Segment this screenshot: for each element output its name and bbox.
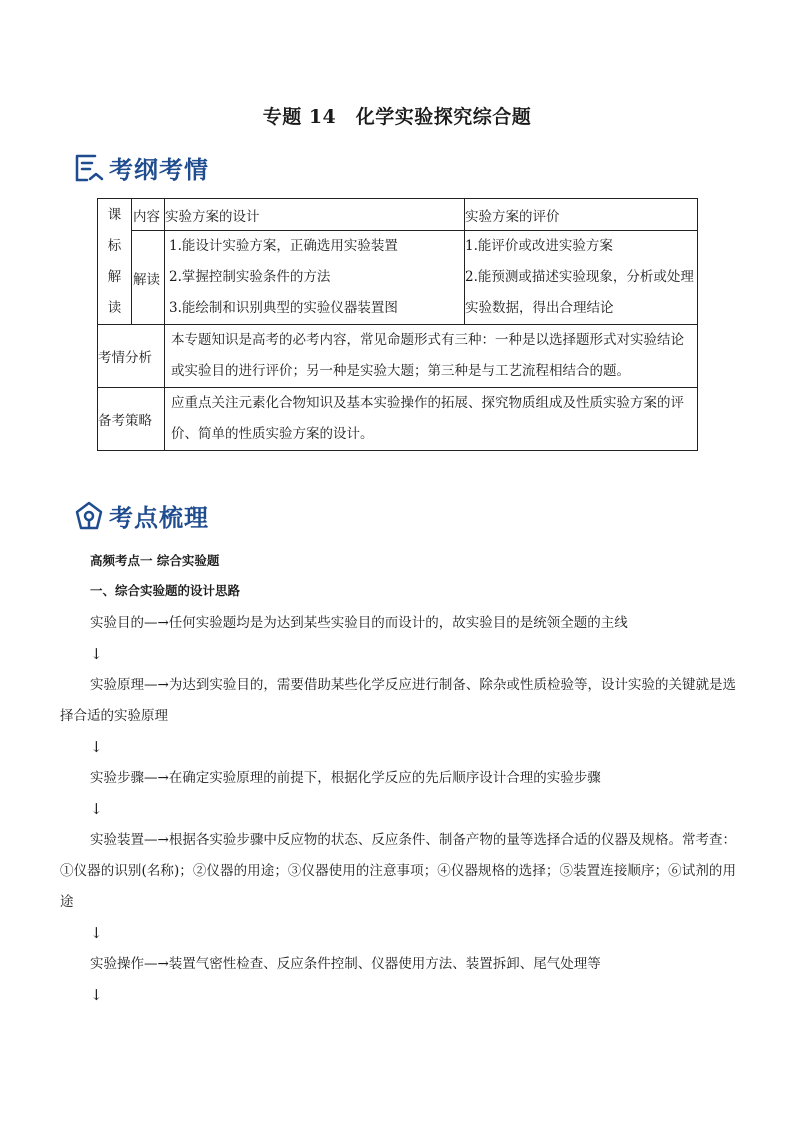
list-item: 3.能绘制和识别典型的实验仪器装置图: [169, 300, 398, 316]
strategy-text-cell: 应重点关注元素化合物知识及基本实验操作的拓展、探究物质组成及性质实验方案的评价、简单的性质实验方案的设计。: [165, 388, 698, 451]
content-label-cell: 内容: [132, 199, 165, 231]
section-header-outline: [73, 150, 209, 185]
step-paragraph: 实验操作—→装置气密性检查、反应条件控制、仪器使用方法、装置拆卸、尾气处理等: [90, 956, 601, 972]
outline-table: [97, 198, 698, 451]
list-item: 1.能评价或改进实验方案: [465, 238, 613, 254]
analysis-text-cell: 本专题知识是高考的必考内容，常见命题形式有三种：一种是以选择题形式对实验结论或实验目的进行评价；另一种是实验大题；第三种是与工艺流程相结合的题。: [165, 325, 698, 388]
strategy-label-cell: 备考策略: [98, 388, 165, 451]
table-row: [98, 388, 698, 451]
document-title: 专题 14 化学实验探究综合题: [262, 106, 532, 128]
list-document-icon: [73, 152, 105, 184]
section-header-points: [73, 498, 209, 533]
section-title-outline: 考纲考情: [109, 156, 209, 184]
list-item: 2.掌握控制实验条件的方法: [169, 269, 331, 285]
flow-arrow: ↓: [90, 986, 103, 1004]
list-item: 实验数据，得出合理结论: [465, 300, 614, 316]
row-header-curriculum: [98, 199, 132, 325]
main-content: [60, 548, 736, 1011]
flow-arrow: ↓: [90, 738, 103, 756]
list-item: 1.能设计实验方案，正确选用实验装置: [169, 238, 398, 254]
table-row: [98, 325, 698, 388]
col1-items: [165, 231, 465, 325]
analysis-label-cell: 考情分析: [98, 325, 165, 388]
step-paragraph: 实验目的—→任何实验题均是为达到某些实验目的而设计的，故实验目的是统领全题的主线: [90, 615, 628, 631]
interpret-label-cell: 解读: [132, 231, 165, 325]
col2-header: 实验方案的评价: [465, 199, 698, 231]
col1-header: 实验方案的设计: [165, 199, 465, 231]
point-title: 高频考点一 综合实验题: [90, 553, 220, 568]
section-title-points: 考点梳理: [109, 504, 209, 532]
step-paragraph: 实验装置—→根据各实验步骤中反应物的状态、反应条件、制备产物的量等选择合适的仪器及规格。常考查：①仪器的识别(名称)；②仪器的用途；③仪器使用的注意事项；④仪器规格的选择；⑤装置连接顺序；⑥试剂的用途: [60, 832, 736, 910]
flow-arrow: ↓: [90, 645, 103, 663]
list-item: 2.能预测或描述实验现象，分析或处理: [465, 269, 694, 285]
row-header-char: 标: [107, 237, 122, 254]
table-row: [98, 231, 698, 325]
row-header-char: 解: [107, 268, 122, 285]
subsection-heading: 一、综合实验题的设计思路: [90, 583, 241, 598]
pentagon-target-icon: [73, 500, 105, 532]
step-paragraph: 实验步骤—→在确定实验原理的前提下，根据化学反应的先后顺序设计合理的实验步骤: [90, 770, 601, 786]
flow-arrow: ↓: [90, 800, 103, 818]
row-header-char: 课: [107, 206, 122, 223]
col2-items: [465, 231, 698, 325]
table-row: [98, 199, 698, 231]
step-paragraph: 实验原理—→为达到实验目的，需要借助某些化学反应进行制备、除杂或性质检验等，设计实验的关键就是选择合适的实验原理: [60, 677, 736, 724]
row-header-char: 读: [107, 299, 122, 316]
flow-arrow: ↓: [90, 924, 103, 942]
